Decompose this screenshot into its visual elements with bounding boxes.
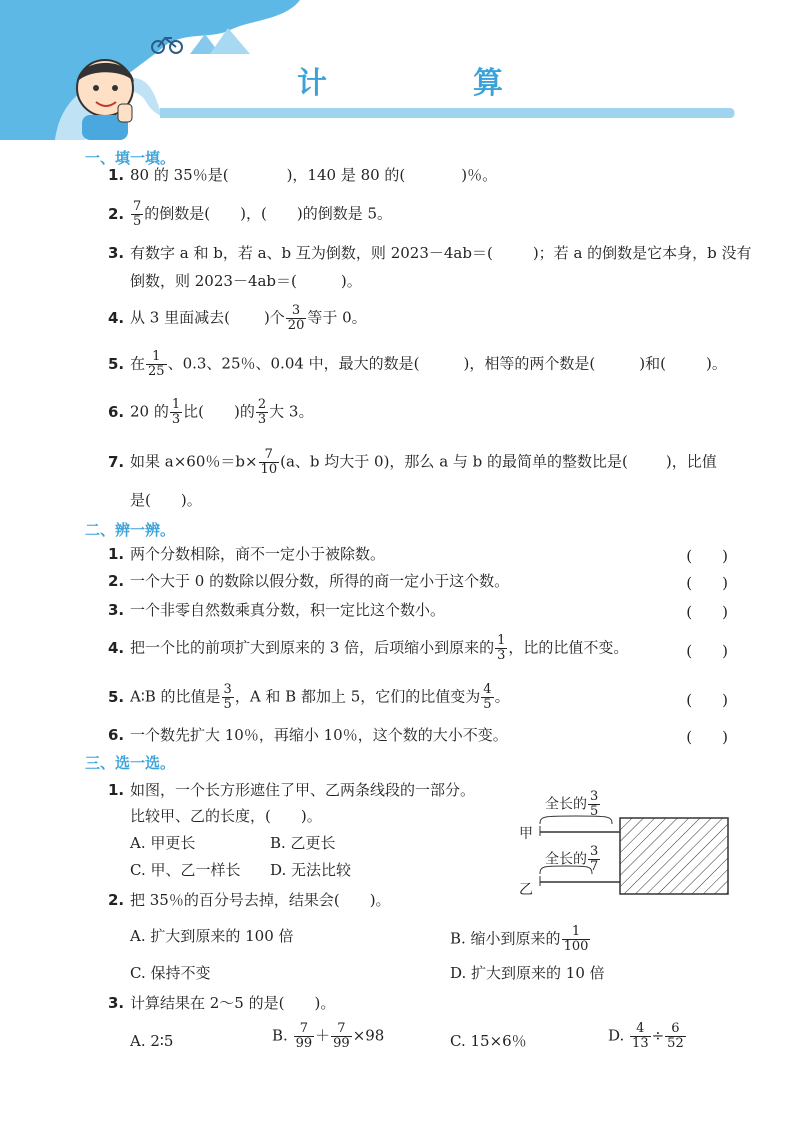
figure-label-yi-fraction: 全长的 $\frac{3}{7}$ (545, 844, 599, 874)
fill-question-3 (108, 240, 752, 266)
answer-bracket[interactable]: ( ) (686, 603, 728, 621)
question-number: 2. (108, 204, 125, 223)
question-text: )和( (639, 354, 666, 373)
fill-question-2 (108, 200, 730, 229)
choose-question-2 (108, 887, 730, 913)
question-text: 大 3。 (269, 402, 314, 421)
question-text: )，比值 (665, 452, 717, 471)
question-number: 4. (108, 308, 125, 327)
question-text: 比( (183, 402, 204, 421)
fill-question-1 (108, 162, 730, 188)
option-b[interactable]: B. 乙更长 (270, 834, 336, 852)
option-d[interactable]: D. $\frac{4}{13}$ ÷ $\frac{6}{52}$ (608, 1021, 684, 1051)
judge-question-4 (108, 634, 730, 663)
choose-question-3 (108, 990, 730, 1016)
question-text: 在 (130, 354, 146, 373)
question-number: 1. (108, 781, 125, 799)
option-d[interactable]: D. 无法比较 (270, 861, 352, 879)
judge-question-2 (108, 568, 730, 594)
answer-bracket[interactable]: ( ) (686, 547, 728, 565)
fraction: $\frac{3}{20}$ (287, 303, 305, 333)
fraction: $\frac{1}{25}$ (148, 349, 165, 379)
question-number: 5. (108, 687, 125, 706)
question-text: )。 (705, 354, 727, 373)
fill-question-7 (108, 448, 730, 477)
fraction: $\frac{7}{10}$ (260, 447, 278, 477)
answer-bracket[interactable]: ( ) (686, 691, 728, 709)
fraction: $\frac{1}{100}$ (563, 924, 589, 954)
figure-label-jia: 甲 (519, 826, 533, 842)
question-number: 4. (108, 638, 125, 657)
fraction: $\frac{7}{5}$ (133, 199, 142, 229)
fraction: $\frac{3}{5}$ (223, 682, 232, 712)
fill-question-3-line-2 (130, 268, 730, 294)
question-text: 、0.3、25％、0.04 中，最大的数是( (167, 354, 420, 373)
answer-bracket[interactable]: ( ) (686, 574, 728, 592)
question-number: 3. (108, 601, 125, 619)
question-text: ，A 和 B 都加上 5，它们的比值变为 (234, 687, 481, 706)
section-choose-heading: 三、选一选。 (85, 754, 176, 772)
question-text: (a、b 均大于 0)，那么 a 与 b 的最简单的整数比是( (280, 452, 628, 471)
question-number: 2. (108, 891, 125, 909)
question-text: ，比的比值不变。 (508, 638, 629, 657)
figure-label-yi: 乙 (519, 882, 533, 898)
answer-bracket[interactable]: ( ) (686, 728, 728, 746)
figure-label-jia-fraction: 全长的 $\frac{3}{5}$ (545, 789, 599, 819)
judge-question-3 (108, 597, 730, 623)
question-text: 把 35％的百分号去掉，结果会( )。 (130, 891, 391, 909)
question-number: 3. (108, 994, 125, 1012)
question-text: 。 (494, 687, 510, 706)
option-c[interactable]: C. 保持不变 (130, 964, 211, 982)
question-text: 20 的 (130, 402, 169, 421)
fill-question-6 (108, 398, 730, 427)
question-text: 把一个比的前项扩大到原来的 3 倍，后项缩小到原来的 (130, 638, 495, 657)
question-text: 有数字 a 和 b，若 a、b 互为倒数，则 2023－4ab＝( (130, 244, 493, 262)
question-text: )，140 是 80 的( (286, 166, 406, 184)
fill-question-4 (108, 304, 730, 333)
question-text: )％。 (461, 166, 498, 184)
question-number: 3. (108, 244, 125, 262)
question-text: 是( (130, 491, 151, 509)
question-text: )，( (240, 204, 267, 223)
question-number: 2. (108, 572, 125, 590)
page-title: 计 算 (297, 66, 561, 101)
question-text: 从 3 里面减去( (130, 308, 230, 327)
question-text: )的倒数是 5。 (296, 204, 393, 223)
question-text: )的 (234, 402, 255, 421)
question-text: 一个大于 0 的数除以假分数，所得的商一定小于这个数。 (130, 572, 510, 590)
question-text: )。 (340, 272, 362, 290)
judge-question-1 (108, 541, 730, 567)
option-a[interactable]: A. 2∶5 (130, 1032, 174, 1050)
question-text: 的倒数是( (144, 204, 211, 223)
question-text: )，相等的两个数是( (463, 354, 596, 373)
question-text: 如图，一个长方形遮住了甲、乙两条线段的一部分。 (130, 781, 476, 799)
fraction: $\frac{4}{5}$ (483, 682, 492, 712)
fill-question-5 (108, 350, 730, 379)
option-b[interactable]: B. $\frac{7}{99}$ ＋ $\frac{7}{99}$ ×98 (272, 1021, 385, 1051)
question-number: 7. (108, 452, 125, 471)
choose-question-1-line-2: 比较甲、乙的长度，( )。 (130, 807, 322, 825)
question-text: 计算结果在 2～5 的是( )。 (130, 994, 336, 1012)
section-fill-heading: 一、填一填。 (85, 149, 176, 167)
question-number: 1. (108, 545, 125, 563)
question-number: 1. (108, 166, 125, 184)
option-b[interactable]: B. 缩小到原来的 $\frac{1}{100}$ (450, 924, 589, 954)
fraction: $\frac{2}{3}$ (257, 397, 267, 427)
question-text: 一个数先扩大 10％，再缩小 10％，这个数的大小不变。 (130, 726, 508, 744)
option-a[interactable]: A. 扩大到原来的 100 倍 (130, 927, 294, 945)
option-c[interactable]: C. 甲、乙一样长 (130, 861, 241, 879)
question-text: 一个非零自然数乘真分数，积一定比这个数小。 (130, 601, 446, 619)
fill-question-7-line-2 (130, 487, 730, 513)
option-a[interactable]: A. 甲更长 (130, 834, 196, 852)
question-number: 6. (108, 402, 125, 421)
section-judge-heading: 二、辨一辨。 (85, 521, 176, 539)
question-number: 6. (108, 726, 125, 744)
question-text: 等于 0。 (307, 308, 367, 327)
question-text: )。 (180, 491, 202, 509)
question-text: A∶B 的比值是 (130, 687, 221, 706)
question-text: 两个分数相除，商不一定小于被除数。 (130, 545, 386, 563)
fraction: $\frac{1}{3}$ (497, 633, 506, 663)
question-text: 80 的 35％是( (130, 166, 229, 184)
option-d[interactable]: D. 扩大到原来的 10 倍 (450, 964, 605, 982)
option-c[interactable]: C. 15×6％ (450, 1032, 527, 1050)
choose-question-1 (108, 777, 730, 803)
fraction: $\frac{1}{3}$ (171, 397, 181, 427)
question-text: )个 (263, 308, 285, 327)
segment-diagram (536, 812, 732, 896)
question-text: )；若 a 的倒数是它本身，b 没有 (532, 244, 752, 262)
question-number: 5. (108, 354, 125, 373)
judge-question-6 (108, 722, 730, 748)
question-text: 倒数，则 2023－4ab＝( (130, 272, 297, 290)
question-text: 如果 a×60％＝b× (130, 452, 258, 471)
answer-bracket[interactable]: ( ) (686, 642, 728, 660)
judge-question-5 (108, 683, 730, 712)
